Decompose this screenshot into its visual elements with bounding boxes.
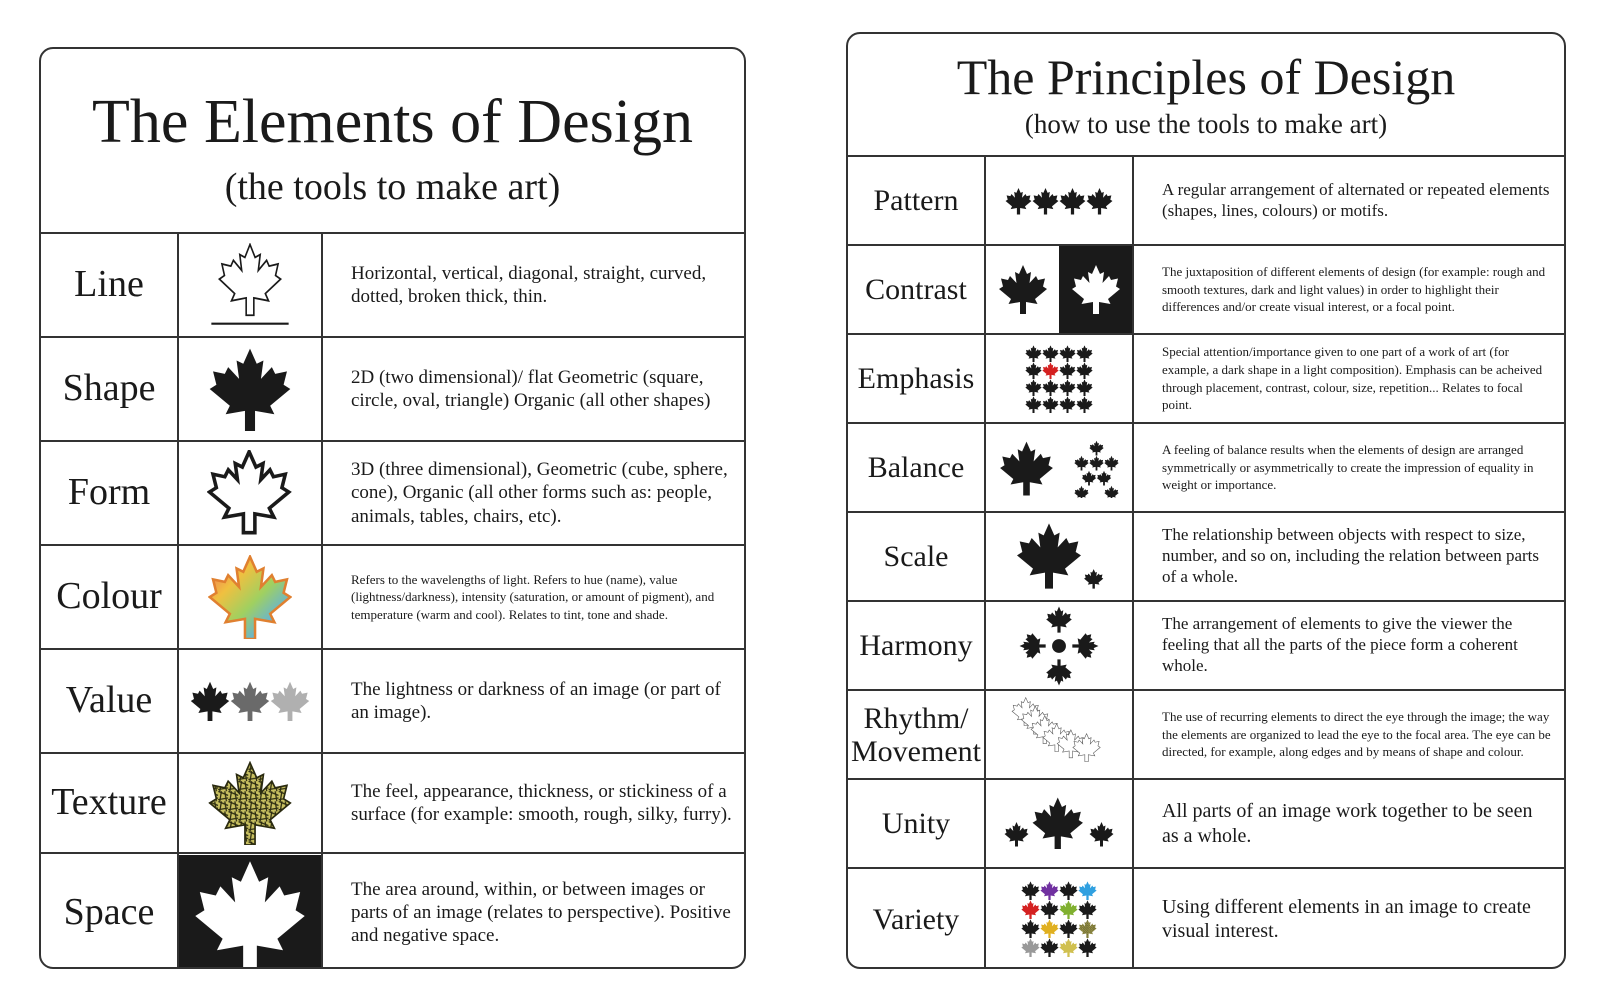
principle-description: The relationship between objects with respect to size, number, and so on, including the relation between parts of a whole. (1162, 525, 1539, 586)
principle-description: A feeling of balance results when the elements of design are arranged symmetrically or asymmetrically to create the impression of equality in weight or importance. (1162, 442, 1534, 493)
maple-leaf-3d-icon (207, 450, 293, 536)
principle-name: Emphasis (848, 335, 986, 422)
element-name: Shape (41, 338, 179, 440)
element-image (179, 546, 323, 648)
element-description: 3D (three dimensional), Geometric (cube, sphere, cone), Organic (all other forms such as: people, animals, tables, chairs, etc). (351, 459, 728, 527)
table-row (848, 869, 1564, 969)
principle-image (986, 602, 1134, 689)
principles-header (848, 34, 1564, 157)
principle-image (986, 513, 1134, 600)
principle-description: The arrangement of elements to give the viewer the feeling that all the parts of the piece form a coherent whole. (1162, 614, 1518, 675)
element-description: 2D (two dimensional)/ flat Geometric (square, circle, oval, triangle) Organic (all other shapes) (351, 366, 711, 411)
maple-leaf-harmony-icon (1019, 606, 1099, 686)
maple-leaf-pattern-icon (1005, 187, 1113, 215)
principle-name: Scale (848, 513, 986, 600)
element-description: The lightness or darkness of an image (or part of an image). (351, 678, 721, 723)
element-image (179, 754, 323, 852)
element-description: Horizontal, vertical, diagonal, straight, curved, dotted, broken thick, thin. (351, 262, 707, 307)
principle-name: Variety (848, 869, 986, 969)
principle-image (986, 691, 1134, 778)
element-image (179, 338, 323, 440)
table-row (41, 546, 744, 650)
element-image (179, 854, 323, 969)
principle-description: All parts of an image work together to be seen as a whole. (1162, 800, 1533, 847)
principle-image (986, 869, 1134, 969)
maple-leaf-balance-icon (999, 438, 1119, 498)
table-row (848, 157, 1564, 246)
element-name: Colour (41, 546, 179, 648)
element-description: The area around, within, or between images or parts of an image (relates to perspective). Positive and negative space. (351, 878, 731, 947)
table-row (848, 335, 1564, 424)
maple-leaf-emphasis-icon (1025, 345, 1093, 413)
principle-image (986, 157, 1134, 244)
table-row (848, 602, 1564, 691)
principle-description: The use of recurring elements to direct the eye through the image; the way the elements are organized to lead the eye to the focal area. The eye can be directed, for example, along edges and by means of shape and colour. (1162, 709, 1551, 760)
maple-leaf-solid-icon (208, 347, 292, 431)
element-name: Line (41, 234, 179, 336)
table-row (848, 246, 1564, 335)
maple-leaf-rhythm-icon (1011, 697, 1107, 773)
principles-subtitle: (how to use the tools to make art) (1024, 109, 1388, 139)
element-image (179, 234, 323, 336)
table-row (41, 754, 744, 854)
element-image (179, 442, 323, 544)
principle-image (986, 424, 1134, 511)
elements-of-design-panel (39, 47, 746, 969)
element-image (179, 650, 323, 752)
elements-table (41, 234, 744, 967)
principle-description: A regular arrangement of alternated or repeated elements (shapes, lines, colours) or motifs. (1162, 179, 1550, 220)
maple-leaf-scale-icon (1009, 522, 1109, 592)
maple-leaf-negative-space-icon (179, 855, 321, 969)
table-row (848, 513, 1564, 602)
element-description: The feel, appearance, thickness, or stickiness of a surface (for example: smooth, rough, silky, furry). (351, 780, 732, 825)
principles-of-design-panel (846, 32, 1566, 969)
principle-name: Rhythm/ Movement (848, 691, 986, 778)
table-row (41, 442, 744, 546)
table-row (848, 424, 1564, 513)
element-name: Texture (41, 754, 179, 852)
elements-title: The Elements of Design (92, 88, 693, 156)
principle-name: Contrast (848, 246, 986, 333)
maple-leaf-value-scale-icon (190, 681, 310, 721)
element-name: Space (41, 854, 179, 969)
table-row (41, 234, 744, 338)
principle-name: Unity (848, 780, 986, 867)
maple-leaf-textured-icon (208, 761, 292, 845)
element-description: Refers to the wavelengths of light. Refers to hue (name), value (lightness/darkness), intensity (saturation, or amount of pigment), and temperature (warm and cool). Relates to tint, tone and shade. (351, 571, 715, 622)
table-row (41, 650, 744, 754)
elements-subtitle: (the tools to make art) (224, 166, 561, 208)
element-name: Form (41, 442, 179, 544)
maple-leaf-contrast-icon (986, 246, 1132, 333)
principle-name: Balance (848, 424, 986, 511)
principle-image (986, 335, 1134, 422)
element-name: Value (41, 650, 179, 752)
maple-leaf-variety-icon (1021, 881, 1097, 957)
principle-name: Harmony (848, 602, 986, 689)
principle-image (986, 780, 1134, 867)
principle-description: Special attention/importance given to one part of a work of art (for example, a dark shape in a light composition). Emphasis can be acheived through placement, contrast, colour, size, repetition... Relates to focal point. (1162, 344, 1543, 413)
table-row (41, 338, 744, 442)
principle-description: The juxtaposition of different elements of design (for example: rough and smooth textures, dark and light values) in order to highlight their differences and/or create visual interest, or a focal point. (1162, 264, 1546, 315)
maple-leaf-outline-icon (202, 243, 298, 327)
principles-table (848, 157, 1564, 967)
principle-description: Using different elements in an image to create visual interest. (1162, 895, 1531, 942)
table-row (848, 780, 1564, 869)
maple-leaf-rainbow-icon (208, 555, 292, 639)
principle-name: Pattern (848, 157, 986, 244)
table-row (41, 854, 744, 969)
principles-title: The Principles of Design (956, 49, 1456, 105)
table-row (848, 691, 1564, 780)
maple-leaf-unity-icon (1004, 794, 1114, 854)
elements-header (41, 49, 744, 234)
principle-image (986, 246, 1134, 333)
